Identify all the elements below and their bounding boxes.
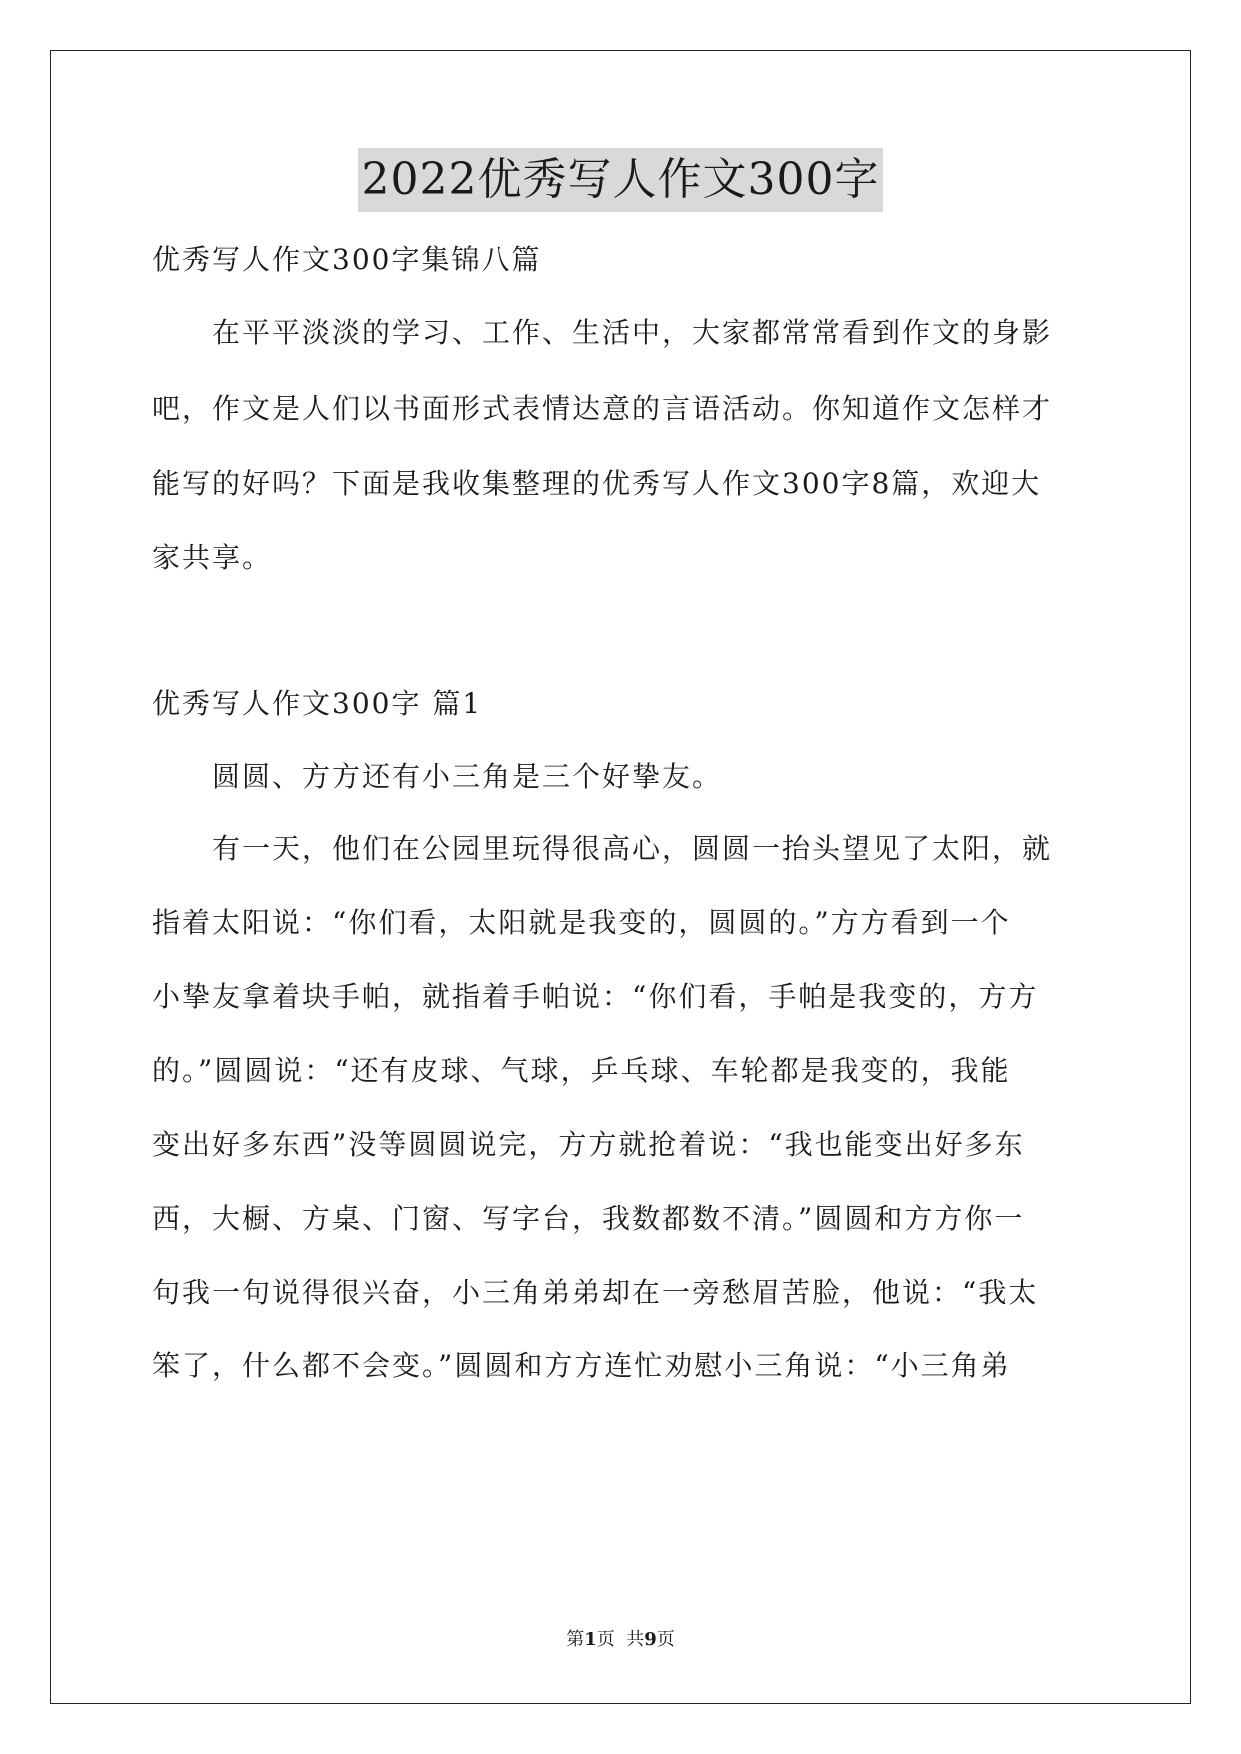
section-heading: 优秀写人作文300字 篇1: [152, 687, 483, 720]
text-line: 有一天，他们在公园里玩得很高心，圆圆一抬头望见了太阳，就: [212, 832, 1053, 865]
subtitle-line: 优秀写人作文300字集锦八篇: [152, 243, 542, 276]
text-line: 家共享。: [152, 541, 273, 574]
title-container: [0, 148, 1241, 212]
document-title: 2022优秀写人作文300字: [358, 148, 884, 212]
text-line: 变出好多东西”没等圆圆说完，方方就抢着说：“我也能变出好多东: [152, 1128, 1025, 1161]
text-line: 笨了，什么都不会变。”圆圆和方方连忙劝慰小三角说：“小三角弟: [152, 1349, 1011, 1382]
total-page-number: 9: [644, 1629, 657, 1650]
page-border: [50, 50, 1191, 1704]
footer-middle: 页 共: [596, 1629, 645, 1650]
text-line: 吧，作文是人们以书面形式表情达意的言语活动。你知道作文怎样才: [152, 392, 1053, 425]
text-line: 能写的好吗？下面是我收集整理的优秀写人作文300字8篇，欢迎大: [152, 467, 1042, 500]
footer-suffix: 页: [656, 1629, 675, 1650]
footer-prefix: 第: [566, 1629, 585, 1650]
text-line: 小挚友拿着块手帕，就指着手帕说：“你们看，手帕是我变的，方方: [152, 980, 1039, 1013]
text-line: 在平平淡淡的学习、工作、生活中，大家都常常看到作文的身影: [212, 316, 1053, 349]
text-line: 句我一句说得很兴奋，小三角弟弟却在一旁愁眉苦脸，他说：“我太: [152, 1276, 1039, 1309]
text-line: 圆圆、方方还有小三角是三个好挚友。: [212, 760, 723, 793]
text-line: 指着太阳说：“你们看，太阳就是我变的，圆圆的。”方方看到一个: [152, 906, 1011, 939]
page-footer: [0, 1628, 1241, 1652]
text-line: 的。”圆圆说：“还有皮球、气球，乒乓球、车轮都是我变的，我能: [152, 1054, 1011, 1087]
current-page-number: 1: [584, 1629, 597, 1650]
text-line: 西，大橱、方桌、门窗、写字台，我数都数不清。”圆圆和方方你一: [152, 1202, 1025, 1235]
